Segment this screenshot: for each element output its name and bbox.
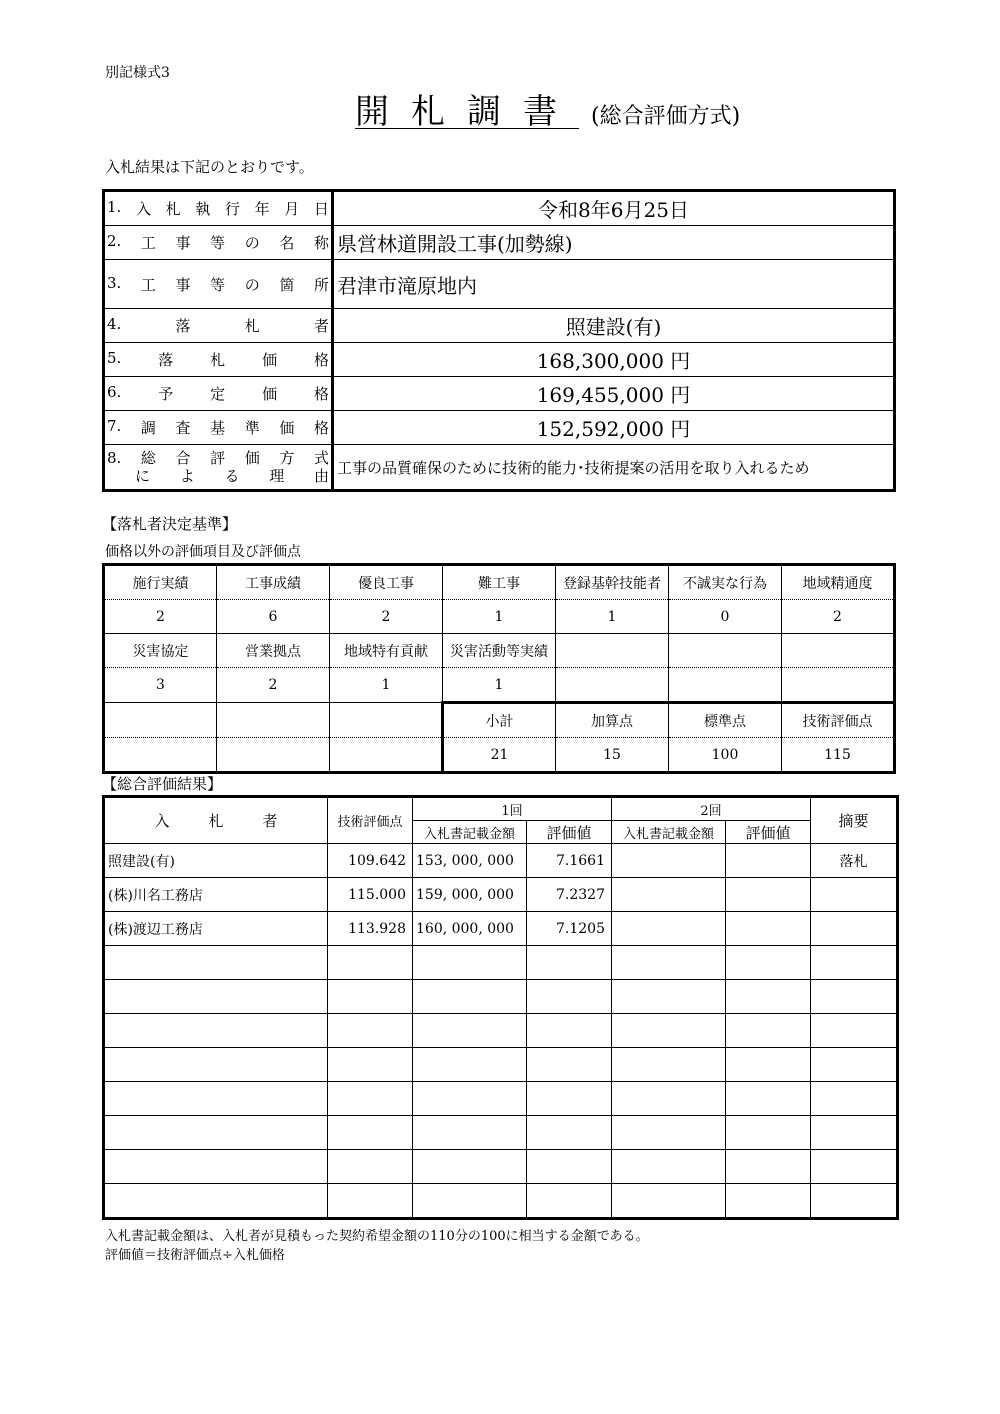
label-char: 式 xyxy=(313,449,329,467)
criteria-cell: 不誠実な行為 xyxy=(669,565,782,600)
label-char: 調 xyxy=(140,419,156,437)
result-note-cell xyxy=(811,1150,898,1184)
result-amount2-cell xyxy=(612,980,726,1014)
criteria-row1-values xyxy=(104,600,895,634)
criteria-cell: 1 xyxy=(330,668,443,703)
result-amount2-cell xyxy=(612,1150,726,1184)
result-bidder-cell: 照建設(有) xyxy=(104,844,328,878)
result-eval2-cell xyxy=(726,844,811,878)
spread-label xyxy=(107,315,329,336)
survey-value: 152,592,000 円 xyxy=(333,411,895,445)
criteria-row3-values xyxy=(104,738,895,773)
round1-eval-header: 評価値 xyxy=(527,821,612,844)
page-title: 開札調書 xyxy=(355,92,579,132)
label-char: 札 xyxy=(244,317,260,335)
result-eval2-cell xyxy=(726,912,811,946)
label-char: 事 xyxy=(175,234,191,252)
result-amount1-cell xyxy=(413,1116,527,1150)
result-eval2-cell xyxy=(726,1014,811,1048)
label-char: 価 xyxy=(244,449,260,467)
label-char: 理 xyxy=(269,467,285,485)
result-eval1-cell: 7.2327 xyxy=(527,878,612,912)
result-eval1-cell xyxy=(527,1014,612,1048)
round2-eval-header: 評価値 xyxy=(726,821,811,844)
criteria-cell xyxy=(104,738,217,773)
intro-text: 入札結果は下記のとおりです。 xyxy=(105,158,314,176)
date-label xyxy=(104,191,333,226)
result-amount2-cell xyxy=(612,878,726,912)
label-char: 入 xyxy=(154,812,170,830)
criteria-cell xyxy=(217,703,330,738)
result-bidder-cell: (株)渡辺工務店 xyxy=(104,912,328,946)
round1-header: 1回 xyxy=(413,797,612,821)
result-note-cell xyxy=(811,912,898,946)
survey-label xyxy=(104,411,333,445)
result-eval1-cell xyxy=(527,1048,612,1082)
label-char: 1. xyxy=(107,198,122,216)
result-bidder-cell xyxy=(104,1048,328,1082)
round2-amount-header: 入札書記載金額 xyxy=(612,821,726,844)
criteria-cell: 3 xyxy=(104,668,217,703)
criteria-cell: 1 xyxy=(443,600,556,634)
price-value: 168,300,000 円 xyxy=(333,343,895,377)
result-tech-cell: 109.642 xyxy=(328,844,413,878)
criteria-cell: 加算点 xyxy=(556,703,669,738)
result-bidder-cell xyxy=(104,1082,328,1116)
result-eval1-cell xyxy=(527,1184,612,1219)
criteria-cell: 100 xyxy=(669,738,782,773)
result-note-cell xyxy=(811,946,898,980)
result-row xyxy=(104,946,898,980)
criteria-cell: 0 xyxy=(669,600,782,634)
result-tech-cell xyxy=(328,1048,413,1082)
label-char: 落 xyxy=(175,317,191,335)
spread-label xyxy=(107,449,329,467)
result-amount2-cell xyxy=(612,1116,726,1150)
result-note-cell xyxy=(811,878,898,912)
price-label xyxy=(104,343,333,377)
criteria-cell: 15 xyxy=(556,738,669,773)
result-tech-cell xyxy=(328,1014,413,1048)
result-row xyxy=(104,1048,898,1082)
spread-label xyxy=(107,383,329,404)
label-char: る xyxy=(224,467,240,485)
result-eval1-cell xyxy=(527,1116,612,1150)
criteria-cell: 標準点 xyxy=(669,703,782,738)
criteria-cell: 営業拠点 xyxy=(217,634,330,668)
label-char: 価 xyxy=(279,419,295,437)
criteria-cell xyxy=(782,634,895,668)
winner-value: 照建設(有) xyxy=(333,309,895,343)
label-char: に xyxy=(135,467,151,485)
label-char: の xyxy=(244,275,260,294)
result-amount1-cell xyxy=(413,1048,527,1082)
result-bidder-cell xyxy=(104,1014,328,1048)
place-label xyxy=(104,260,333,309)
label-char: 称 xyxy=(313,234,329,252)
result-amount1-cell xyxy=(413,1082,527,1116)
criteria-cell xyxy=(556,634,669,668)
criteria-cell: 2 xyxy=(782,600,895,634)
label-char: 札 xyxy=(165,200,181,218)
label-char: 格 xyxy=(313,385,329,403)
label-char: 札 xyxy=(208,812,224,830)
criteria-cell: 115 xyxy=(782,738,895,773)
spread-label xyxy=(105,810,327,831)
page-subtitle: (総合評価方式) xyxy=(591,104,741,129)
result-note-cell: 落札 xyxy=(811,844,898,878)
round2-header: 2回 xyxy=(612,797,811,821)
bid-info-table xyxy=(102,189,896,492)
label-char: の xyxy=(244,234,260,252)
estimate-value: 169,455,000 円 xyxy=(333,377,895,411)
criteria-cell xyxy=(669,668,782,703)
title-block xyxy=(355,84,740,133)
result-eval1-cell xyxy=(527,980,612,1014)
label-char: 落 xyxy=(158,351,174,369)
result-amount2-cell xyxy=(612,1184,726,1219)
label-char: 価 xyxy=(262,351,278,369)
criteria-cell xyxy=(782,668,895,703)
spread-label xyxy=(107,198,329,219)
result-row xyxy=(104,844,898,878)
result-amount1-cell: 160, 000, 000 xyxy=(413,912,527,946)
criteria-cell xyxy=(104,703,217,738)
criteria-cell: 1 xyxy=(556,600,669,634)
criteria-cell: 工事成績 xyxy=(217,565,330,600)
name-label xyxy=(104,226,333,260)
footnote-formula: 評価値＝技術評価点÷入札価格 xyxy=(105,1248,285,1263)
label-char: 事 xyxy=(175,275,191,294)
label-char: 日 xyxy=(313,200,329,218)
name-value: 県営林道開設工事(加勢線) xyxy=(333,226,895,260)
result-tech-cell: 115.000 xyxy=(328,878,413,912)
result-amount1-cell xyxy=(413,1184,527,1219)
label-char: 2. xyxy=(107,232,122,250)
result-eval2-cell xyxy=(726,1116,811,1150)
result-eval1-cell xyxy=(527,946,612,980)
result-note-cell xyxy=(811,1116,898,1150)
result-amount1-cell xyxy=(413,980,527,1014)
place-value: 君津市滝原地内 xyxy=(333,260,895,309)
result-eval2-cell xyxy=(726,980,811,1014)
label-char: 定 xyxy=(210,385,226,403)
label-char: 等 xyxy=(210,275,226,294)
note-header: 摘要 xyxy=(811,797,898,844)
label-char: 行 xyxy=(224,200,240,218)
label-char: 4. xyxy=(107,315,122,333)
result-row xyxy=(104,1150,898,1184)
label-char: 予 xyxy=(158,385,174,403)
result-tech-cell xyxy=(328,1082,413,1116)
label-char: 工 xyxy=(140,275,156,294)
criteria-cell: 優良工事 xyxy=(330,565,443,600)
result-eval2-cell xyxy=(726,1184,811,1219)
estimate-label xyxy=(104,377,333,411)
result-amount2-cell xyxy=(612,1014,726,1048)
criteria-cell: 2 xyxy=(330,600,443,634)
criteria-cell xyxy=(556,668,669,703)
spread-label xyxy=(107,349,329,370)
result-row xyxy=(104,912,898,946)
criteria-heading: 【落札者決定基準】 xyxy=(102,515,238,533)
result-row xyxy=(104,980,898,1014)
result-tech-cell xyxy=(328,946,413,980)
label-char: 評 xyxy=(210,449,226,467)
criteria-cell: 技術評価点 xyxy=(782,703,895,738)
label-char: 総 xyxy=(140,449,156,467)
label-char: 8. xyxy=(107,449,122,467)
result-amount2-cell xyxy=(612,1082,726,1116)
result-eval1-cell: 7.1205 xyxy=(527,912,612,946)
result-tech-cell xyxy=(328,1150,413,1184)
label-char: 査 xyxy=(175,419,191,437)
label-char: 執 xyxy=(195,200,211,218)
label-char: 基 xyxy=(210,419,226,437)
criteria-cell: 難工事 xyxy=(443,565,556,600)
criteria-cell xyxy=(669,634,782,668)
result-tech-cell xyxy=(328,1116,413,1150)
label-char: 由 xyxy=(313,467,329,485)
result-note-cell xyxy=(811,1082,898,1116)
bidder-header xyxy=(104,797,328,844)
result-amount1-cell xyxy=(413,1014,527,1048)
criteria-cell: 登録基幹技能者 xyxy=(556,565,669,600)
form-id: 別記様式3 xyxy=(105,65,170,81)
results-body xyxy=(104,844,898,1219)
spread-label xyxy=(107,274,329,295)
label-char: 者 xyxy=(262,812,278,830)
winner-label xyxy=(104,309,333,343)
footnote-amount: 入札書記載金額は、入札者が見積もった契約希望金額の110分の100に相当する金額である。 xyxy=(105,1229,649,1244)
label-char: 5. xyxy=(107,349,122,367)
criteria-cell: 2 xyxy=(217,668,330,703)
criteria-row3-headers xyxy=(104,703,895,738)
criteria-cell: 6 xyxy=(217,600,330,634)
criteria-cell xyxy=(217,738,330,773)
label-char: 3. xyxy=(107,273,122,292)
result-row xyxy=(104,1082,898,1116)
spread-label xyxy=(107,232,329,253)
criteria-table xyxy=(102,563,896,774)
spread-label xyxy=(107,417,329,438)
criteria-cell: 災害協定 xyxy=(104,634,217,668)
result-note-cell xyxy=(811,1184,898,1219)
label-char: 工 xyxy=(140,234,156,252)
criteria-subheading: 価格以外の評価項目及び評価点 xyxy=(105,544,301,560)
result-note-cell xyxy=(811,1048,898,1082)
label-char: 札 xyxy=(210,351,226,369)
criteria-cell: 災害活動等実績 xyxy=(443,634,556,668)
result-tech-cell xyxy=(328,980,413,1014)
result-eval1-cell xyxy=(527,1082,612,1116)
label-char: 格 xyxy=(313,419,329,437)
round1-amount-header: 入札書記載金額 xyxy=(413,821,527,844)
label-char: 所 xyxy=(313,275,329,294)
label-char: 箇 xyxy=(279,275,295,294)
label-char: 者 xyxy=(313,317,329,335)
criteria-cell: 2 xyxy=(104,600,217,634)
tech-header: 技術評価点 xyxy=(328,797,413,844)
result-row xyxy=(104,1014,898,1048)
result-eval2-cell xyxy=(726,1150,811,1184)
result-eval1-cell xyxy=(527,1150,612,1184)
result-eval2-cell xyxy=(726,946,811,980)
result-row xyxy=(104,878,898,912)
result-amount2-cell xyxy=(612,946,726,980)
label-char: 方 xyxy=(279,449,295,467)
results-heading: 【総合評価結果】 xyxy=(102,775,223,793)
result-bidder-cell xyxy=(104,1116,328,1150)
label-char: 格 xyxy=(313,351,329,369)
date-value: 令和8年6月25日 xyxy=(333,191,895,226)
result-eval2-cell xyxy=(726,878,811,912)
label-char: 6. xyxy=(107,383,122,401)
result-amount1-cell: 153, 000, 000 xyxy=(413,844,527,878)
criteria-row2-headers xyxy=(104,634,895,668)
criteria-row1-headers xyxy=(104,565,895,600)
result-amount2-cell xyxy=(612,912,726,946)
result-eval2-cell xyxy=(726,1048,811,1082)
label-char: 入 xyxy=(135,200,151,218)
label-char: 価 xyxy=(262,385,278,403)
reason-value: 工事の品質確保のために技術的能力･技術提案の活用を取り入れるため xyxy=(333,445,895,491)
result-bidder-cell xyxy=(104,980,328,1014)
label-char: 等 xyxy=(210,234,226,252)
criteria-cell: 施行実績 xyxy=(104,565,217,600)
result-amount1-cell xyxy=(413,1150,527,1184)
label-char: 準 xyxy=(244,419,260,437)
result-eval2-cell xyxy=(726,1082,811,1116)
result-tech-cell: 113.928 xyxy=(328,912,413,946)
result-bidder-cell xyxy=(104,1150,328,1184)
criteria-cell: 地域特有貢献 xyxy=(330,634,443,668)
reason-label xyxy=(104,445,333,491)
criteria-cell: 21 xyxy=(443,738,556,773)
result-tech-cell xyxy=(328,1184,413,1219)
result-amount2-cell xyxy=(612,844,726,878)
result-bidder-cell: (株)川名工務店 xyxy=(104,878,328,912)
label-char: 合 xyxy=(175,449,191,467)
criteria-cell xyxy=(330,738,443,773)
results-table xyxy=(102,795,899,1220)
result-eval1-cell: 7.1661 xyxy=(527,844,612,878)
result-amount1-cell xyxy=(413,946,527,980)
criteria-cell: 地域精通度 xyxy=(782,565,895,600)
result-amount2-cell xyxy=(612,1048,726,1082)
criteria-row2-values xyxy=(104,668,895,703)
criteria-cell xyxy=(330,703,443,738)
result-row xyxy=(104,1116,898,1150)
criteria-cell: 小計 xyxy=(443,703,556,738)
result-bidder-cell xyxy=(104,1184,328,1219)
spread-label xyxy=(107,467,329,485)
criteria-cell: 1 xyxy=(443,668,556,703)
result-row xyxy=(104,1184,898,1219)
label-char: 月 xyxy=(284,200,300,218)
result-amount1-cell: 159, 000, 000 xyxy=(413,878,527,912)
result-bidder-cell xyxy=(104,946,328,980)
result-note-cell xyxy=(811,1014,898,1048)
label-char: 年 xyxy=(254,200,270,218)
result-note-cell xyxy=(811,980,898,1014)
label-char: よ xyxy=(179,467,195,485)
label-char: 名 xyxy=(279,234,295,252)
label-char: 7. xyxy=(107,417,122,435)
